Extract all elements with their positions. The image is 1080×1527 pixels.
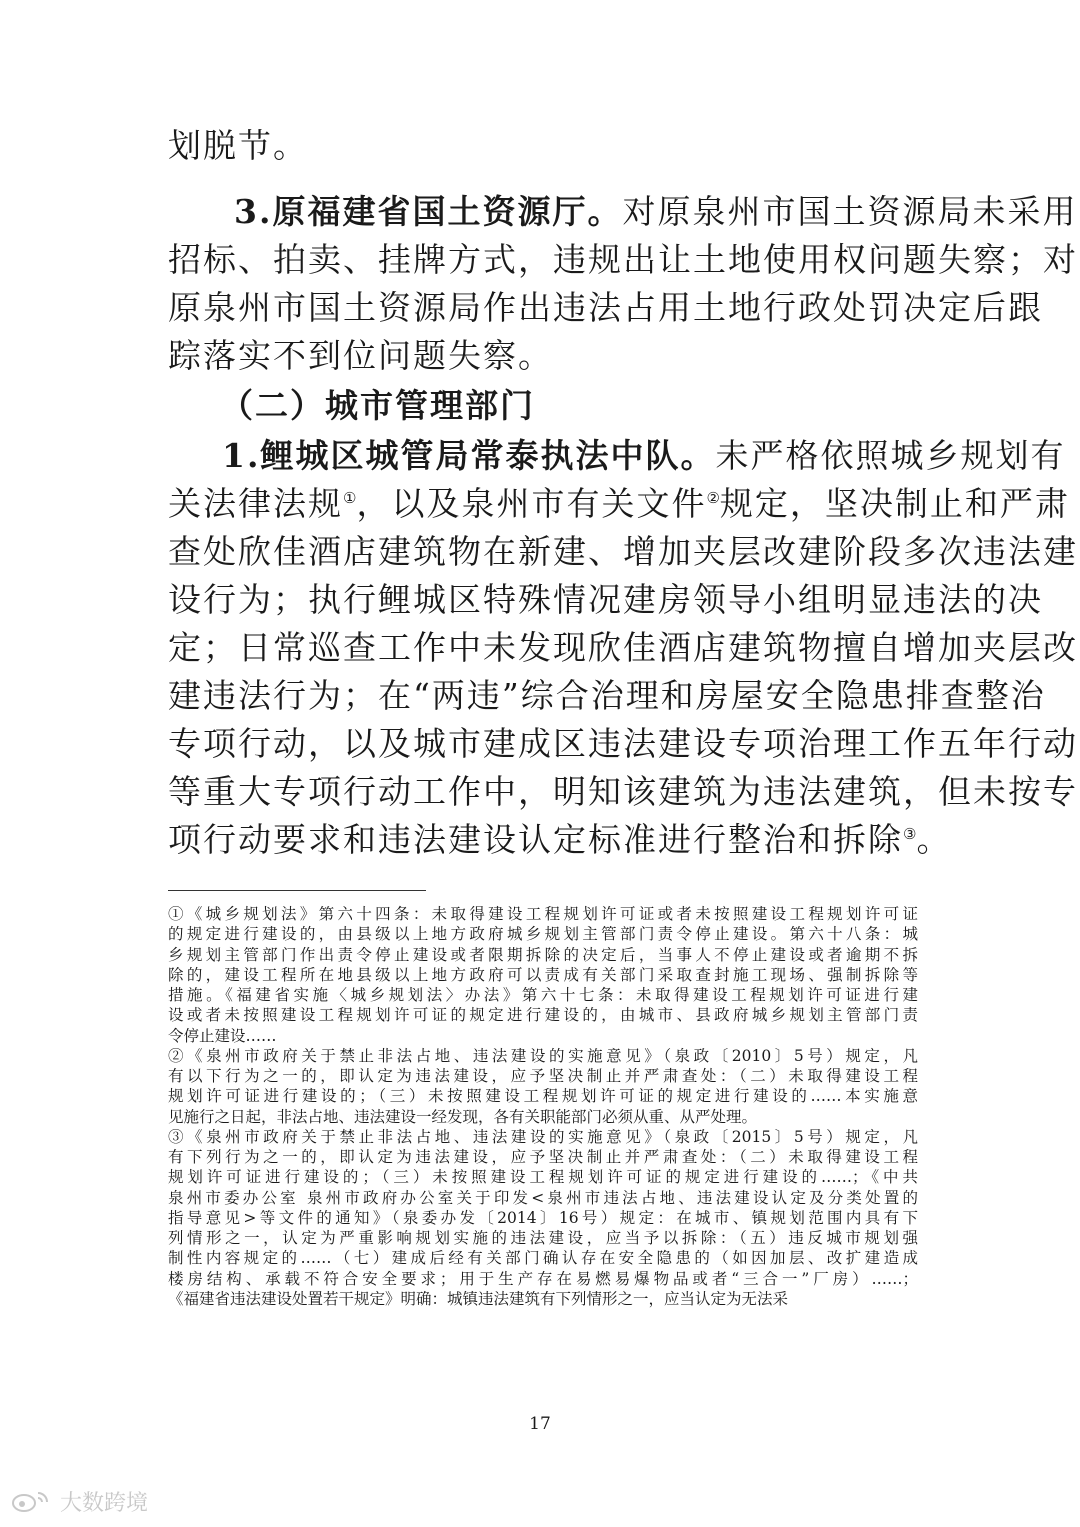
watermark	[10, 1485, 148, 1517]
footnote-line: 规划许可证进行建设的；（三）未按照建设工程规划许可证的规定进行建设的……本实施意	[168, 1087, 918, 1106]
item-1-heading: 1.鲤城区城管局常泰执法中队。	[222, 436, 716, 475]
footnote-line: 规划许可证进行建设的；（三）未按照建设工程规划许可证的规定进行建设的……；《中共	[168, 1168, 918, 1187]
page-number: 17	[529, 1414, 551, 1434]
footnote-line: 制性内容规定的……（七）建成后经有关部门确认存在安全隐患的（如因加层、改扩建造成	[168, 1249, 918, 1268]
footnote-line: 设或者未按照建设工程规划许可证的规定进行建设的，由城市、县政府城乡规划主管部门责	[168, 1006, 918, 1025]
footnote-ref-2[interactable]: ②	[706, 489, 720, 507]
item-3-heading: 3.原福建省国土资源厅。	[234, 192, 623, 231]
footnote-line: 有以下行为之一的，即认定为违法建设，应予坚决制止并严肃查处：（二）未取得建设工程	[168, 1067, 918, 1085]
footnote-line: ③《泉州市政府关于禁止非法占地、违法建设的实施意见》（泉政〔2015〕5号）规定，凡	[168, 1127, 918, 1146]
footnote-line: 令停止建设……	[168, 1026, 277, 1045]
footnote-line: 楼房结构、承载不符合安全要求；用于生产存在易燃易爆物品或者“三合一”厂房）……；	[168, 1269, 918, 1288]
footnote-line: 措施。《福建省实施〈城乡规划法〉办法》第六十七条：未取得建设工程规划许可证进行建	[168, 986, 918, 1004]
body-line: 建违法行为；在“两违”综合治理和房屋安全隐患排查整治	[168, 676, 1046, 715]
body-line: 关法律法规①，以及泉州市有关文件②规定，坚决制止和严肃	[168, 484, 1070, 523]
weibo-logo-icon	[10, 1489, 54, 1513]
footnote-ref-1[interactable]: ①	[343, 489, 357, 507]
body-line: 原泉州市国土资源局作出违法占用土地行政处罚决定后跟	[168, 288, 1043, 327]
section-heading: （二）城市管理部门	[220, 386, 535, 425]
footnote-line: ②《泉州市政府关于禁止非法占地、违法建设的实施意见》（泉政〔2010〕5号）规定，凡	[168, 1046, 918, 1065]
footnote-line: 的规定进行建设的，由县级以上地方政府城乡规划主管部门责令停止建设。第六十八条：城	[168, 925, 918, 944]
footnote-line: 乡规划主管部门作出责令停止建设或者限期拆除的决定后，当事人不停止建设或者逾期不拆	[168, 945, 918, 964]
body-line: 定；日常巡查工作中未发现欣佳酒店建筑物擅自增加夹层改	[168, 628, 1078, 667]
body-line: 项行动要求和违法建设认定标准进行整治和拆除③。	[168, 820, 952, 859]
body-line: 专项行动，以及城市建成区违法建设专项治理工作五年行动	[168, 724, 1078, 763]
footnote-line: ①《城乡规划法》第六十四条：未取得建设工程规划许可证或者未按照建设工程规划许可证	[168, 905, 918, 923]
body-line: 设行为；执行鲤城区特殊情况建房领导小组明显违法的决	[168, 580, 1043, 619]
body-line: 查处欣佳酒店建筑物在新建、增加夹层改建阶段多次违法建	[168, 532, 1078, 571]
watermark-text: 大数跨境	[60, 1490, 149, 1516]
body-line: 划脱节。	[168, 126, 308, 165]
body-line: 招标、拍卖、挂牌方式，违规出让土地使用权问题失察；对	[168, 240, 1078, 279]
footnote-line: 泉州市委办公室 泉州市政府办公室关于印发<泉州市违法占地、违法建设认定及分类处置的	[168, 1188, 918, 1207]
footnote-line: 有下列行为之一的，即认定为违法建设，应予坚决制止并严肃查处：（二）未取得建设工程	[168, 1148, 918, 1166]
footnote-separator	[168, 890, 426, 891]
body-line: 1.鲤城区城管局常泰执法中队。未严格依照城乡规划有	[222, 436, 1066, 475]
footnote-line: 指导意见>等文件的通知》（泉委办发〔2014〕16号）规定：在城市、镇规划范围内具有下	[168, 1208, 918, 1227]
body-line: 等重大专项行动工作中，明知该建筑为违法建筑，但未按专	[168, 772, 1078, 811]
footnote-line: 见施行之日起，非法占地、违法建设一经发现，各有关职能部门必须从重、从严处理。	[168, 1107, 758, 1126]
footnote-line: 除的，建设工程所在地县级以上地方政府可以责成有关部门采取查封施工现场、强制拆除等	[168, 965, 918, 984]
footnote-line: 《福建省违法建设处置若干规定》明确：城镇违法建筑有下列情形之一，应当认定为无法采	[168, 1289, 789, 1308]
footnote-ref-3[interactable]: ③	[903, 825, 917, 843]
footnote-line: 列情形之一，认定为严重影响规划实施的违法建设，应当予以拆除：（五）违反城市规划强	[168, 1229, 918, 1247]
body-line: 3.原福建省国土资源厅。对原泉州市国土资源局未采用	[234, 192, 1078, 231]
body-line: 踪落实不到位问题失察。	[168, 336, 553, 375]
